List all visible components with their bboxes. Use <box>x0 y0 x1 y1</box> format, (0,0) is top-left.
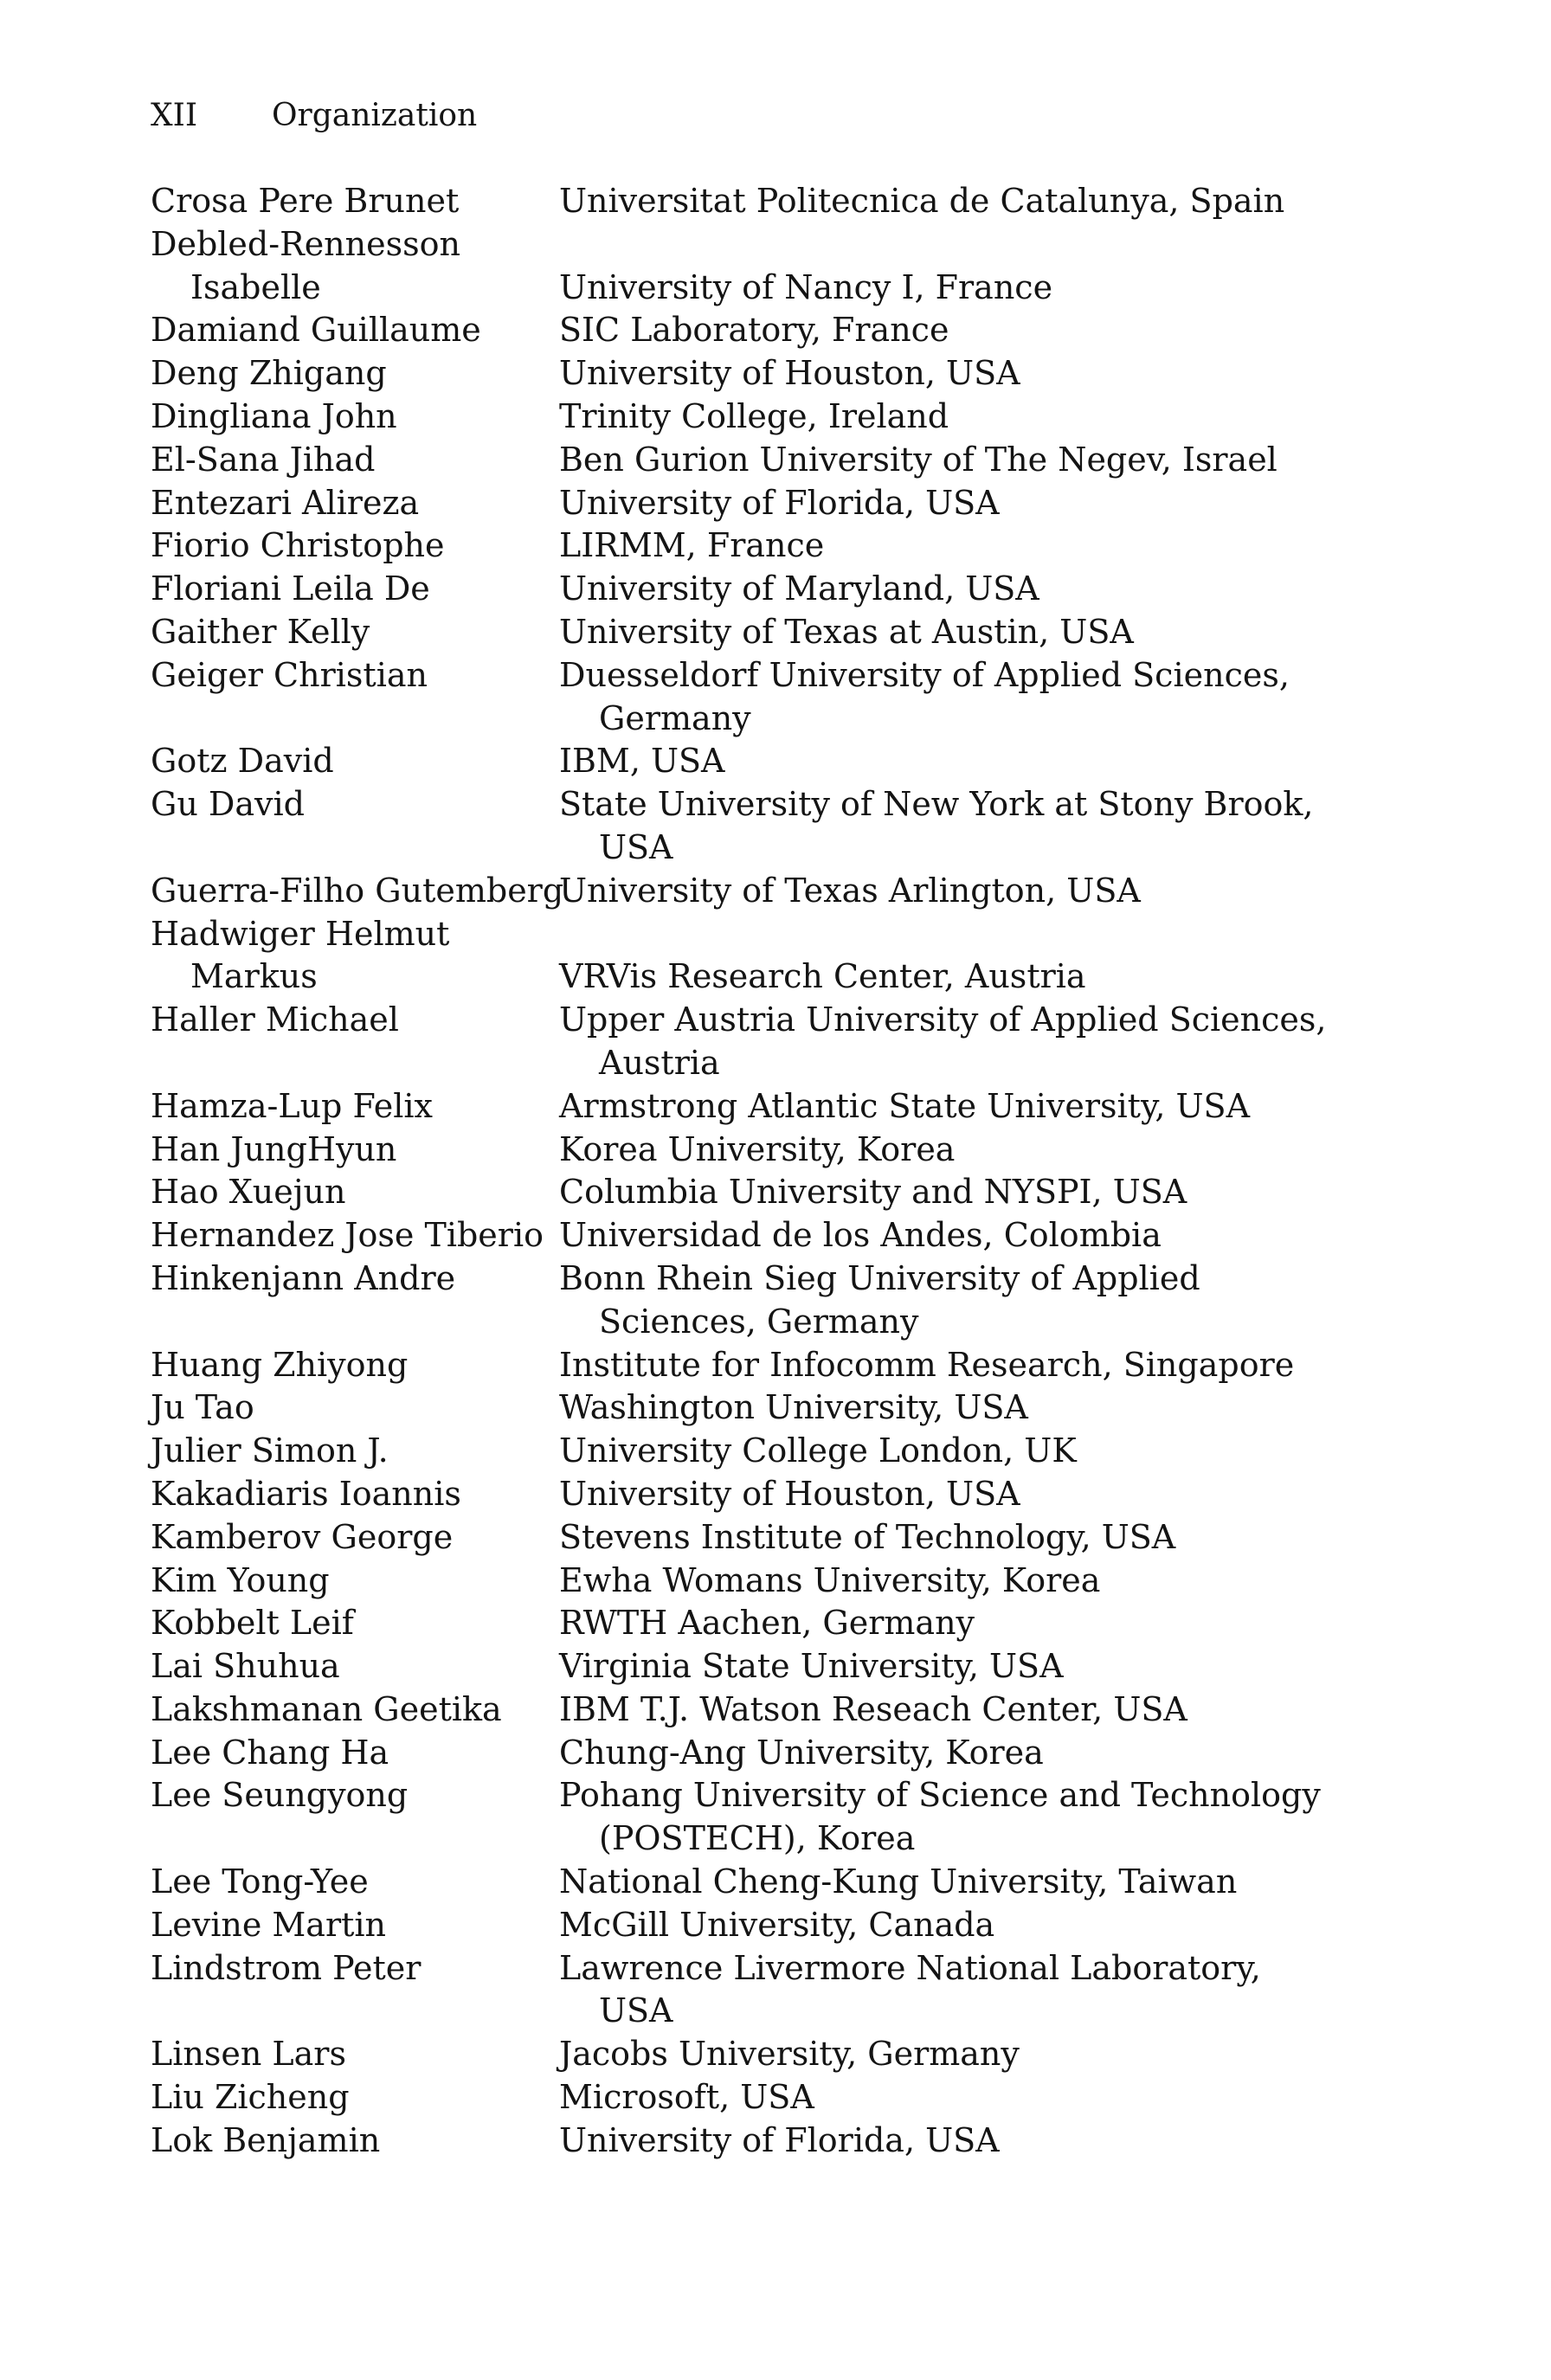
member-name-line: Dingliana John <box>151 396 397 435</box>
member-name-line: Damiand Guillaume <box>151 311 481 350</box>
member-affiliation-line <box>559 223 1362 267</box>
member-name-line: Crosa Pere Brunet <box>151 182 460 220</box>
member-affiliation <box>559 568 1362 611</box>
member-name-line: Debled-Rennesson <box>151 224 460 263</box>
member-name <box>151 1689 559 1732</box>
member-row <box>151 309 1362 352</box>
member-affiliation-line: Stevens Institute of Technology, USA <box>559 1517 1176 1556</box>
member-affiliation-line: Korea University, Korea <box>559 1129 956 1168</box>
member-name <box>151 482 559 525</box>
member-affiliation <box>559 1344 1362 1387</box>
member-row <box>151 1473 1362 1516</box>
member-affiliation-line: Bonn Rhein Sieg University of Applied <box>559 1258 1200 1297</box>
member-name <box>151 1473 559 1516</box>
member-affiliation <box>559 1732 1362 1775</box>
member-row <box>151 180 1362 223</box>
member-row <box>151 396 1362 439</box>
member-affiliation <box>559 1602 1362 1645</box>
member-affiliation-line: Columbia University and NYSPI, USA <box>559 1173 1187 1212</box>
member-affiliation <box>559 524 1362 568</box>
member-row <box>151 524 1362 568</box>
member-affiliation-line: Ben Gurion University of The Negev, Israel <box>559 440 1277 479</box>
member-name-line: Fiorio Christophe <box>151 526 445 565</box>
member-affiliation-line: University of Florida, USA <box>559 2120 1000 2159</box>
member-row <box>151 1861 1362 1904</box>
member-name-line: Lai Shuhua <box>151 1647 340 1686</box>
member-affiliation <box>559 1516 1362 1560</box>
member-name <box>151 2033 559 2076</box>
member-name-line: Gotz David <box>151 742 334 781</box>
member-affiliation-line: Upper Austria University of Applied Sciences, <box>559 1000 1327 1039</box>
member-row <box>151 913 1362 1000</box>
member-name-line: Levine Martin <box>151 1905 387 1944</box>
member-affiliation-line: Germany <box>599 698 751 737</box>
member-name-line: Lee Chang Ha <box>151 1733 389 1772</box>
member-name-line: Haller Michael <box>151 1000 399 1039</box>
member-affiliation <box>559 1085 1362 1129</box>
member-row <box>151 1214 1362 1258</box>
member-name <box>151 2119 559 2163</box>
member-name <box>151 1947 559 2034</box>
member-row <box>151 1344 1362 1387</box>
member-name <box>151 309 559 352</box>
member-affiliation <box>559 439 1362 482</box>
member-affiliation-line: McGill University, Canada <box>559 1905 995 1944</box>
member-row <box>151 1732 1362 1775</box>
member-name <box>151 1861 559 1904</box>
member-affiliation <box>559 1904 1362 1947</box>
member-affiliation-line: Sciences, Germany <box>599 1302 919 1341</box>
member-name <box>151 611 559 654</box>
member-affiliation-line: IBM T.J. Watson Reseach Center, USA <box>559 1689 1187 1728</box>
member-affiliation <box>559 2076 1362 2119</box>
member-name <box>151 524 559 568</box>
member-name-line: Entezari Alireza <box>151 483 420 522</box>
member-affiliation <box>559 1214 1362 1258</box>
member-name-line: Hao Xuejun <box>151 1173 346 1212</box>
member-name-line: Lindstrom Peter <box>151 1948 422 1987</box>
member-affiliation <box>559 2033 1362 2076</box>
member-affiliation <box>559 1774 1362 1861</box>
member-name-line: Kobbelt Leif <box>151 1604 354 1643</box>
member-name <box>151 439 559 482</box>
member-affiliation-line: USA <box>599 1991 673 2030</box>
member-name <box>151 1602 559 1645</box>
member-row <box>151 611 1362 654</box>
member-row <box>151 2119 1362 2163</box>
member-affiliation <box>559 999 1362 1085</box>
member-row <box>151 783 1362 870</box>
member-name <box>151 1904 559 1947</box>
member-name <box>151 1129 559 1172</box>
member-name-line: Markus <box>190 957 318 996</box>
member-name-line: Linsen Lars <box>151 2035 346 2074</box>
member-name <box>151 1430 559 1473</box>
member-name-line: Han JungHyun <box>151 1129 397 1168</box>
member-row <box>151 1430 1362 1473</box>
member-affiliation-line: Ewha Womans University, Korea <box>559 1560 1101 1599</box>
member-name-line: Guerra-Filho Gutemberg <box>151 871 564 910</box>
member-affiliation <box>559 1947 1362 2034</box>
member-affiliation-line: Jacobs University, Germany <box>559 2035 1020 2074</box>
member-affiliation-line: RWTH Aachen, Germany <box>559 1604 975 1643</box>
member-affiliation <box>559 482 1362 525</box>
member-name-line: Deng Zhigang <box>151 354 387 393</box>
member-row <box>151 740 1362 783</box>
member-name-line: Gaither Kelly <box>151 612 370 651</box>
member-name-line: Floriani Leila De <box>151 569 430 608</box>
member-affiliation <box>559 1861 1362 1904</box>
member-name <box>151 913 559 1000</box>
member-name-line: Gu David <box>151 785 305 824</box>
page-number: XII <box>151 98 198 133</box>
member-affiliation-line: LIRMM, France <box>559 526 825 565</box>
member-name-line: Huang Zhiyong <box>151 1345 409 1384</box>
member-affiliation-line: Universidad de los Andes, Colombia <box>559 1216 1162 1255</box>
committee-member-list <box>151 180 1362 2163</box>
member-name-line: El-Sana Jihad <box>151 440 376 479</box>
member-name-line: Hadwiger Helmut <box>151 914 450 953</box>
member-row <box>151 1386 1362 1430</box>
member-affiliation-line: IBM, USA <box>559 742 725 781</box>
member-affiliation <box>559 1560 1362 1603</box>
member-name <box>151 1214 559 1258</box>
member-affiliation <box>559 1689 1362 1732</box>
member-affiliation-line: University of Houston, USA <box>559 354 1020 393</box>
member-name-line: Hamza-Lup Felix <box>151 1086 433 1125</box>
member-affiliation-line: Armstrong Atlantic State University, USA <box>559 1086 1251 1125</box>
member-affiliation-line: Trinity College, Ireland <box>559 396 949 435</box>
member-affiliation-line: State University of New York at Stony Brook, <box>559 785 1314 824</box>
member-affiliation-line: SIC Laboratory, France <box>559 311 949 350</box>
member-name <box>151 1560 559 1603</box>
member-affiliation-line: University of Maryland, USA <box>559 569 1039 608</box>
member-affiliation-line: University of Houston, USA <box>559 1474 1020 1513</box>
member-name <box>151 352 559 396</box>
member-affiliation <box>559 913 1362 1000</box>
member-affiliation <box>559 611 1362 654</box>
member-name <box>151 1344 559 1387</box>
member-name-line: Julier Simon J. <box>151 1431 389 1470</box>
member-row <box>151 439 1362 482</box>
member-name <box>151 180 559 223</box>
member-name <box>151 654 559 741</box>
member-row <box>151 2076 1362 2119</box>
member-affiliation <box>559 1171 1362 1214</box>
member-affiliation-line: Pohang University of Science and Technology <box>559 1776 1321 1815</box>
member-name <box>151 870 564 913</box>
member-row <box>151 1904 1362 1947</box>
member-affiliation <box>559 1258 1362 1344</box>
member-row <box>151 1602 1362 1645</box>
member-name <box>151 568 559 611</box>
member-affiliation <box>559 654 1362 741</box>
member-name <box>151 1258 559 1344</box>
member-name-line: Geiger Christian <box>151 655 428 694</box>
member-affiliation-line: Virginia State University, USA <box>559 1647 1064 1686</box>
member-affiliation-line: University of Nancy I, France <box>559 267 1053 306</box>
running-head <box>151 97 477 135</box>
member-affiliation-line: Institute for Infocomm Research, Singapore <box>559 1345 1295 1384</box>
member-affiliation <box>559 783 1362 870</box>
member-affiliation-line: Duesseldorf University of Applied Sciences, <box>559 655 1290 694</box>
member-affiliation-line: VRVis Research Center, Austria <box>559 957 1086 996</box>
section-title: Organization <box>272 98 478 133</box>
member-affiliation-line: University of Florida, USA <box>559 483 1000 522</box>
member-affiliation <box>559 352 1362 396</box>
member-name-line: Hinkenjann Andre <box>151 1258 456 1297</box>
member-row <box>151 1947 1362 2034</box>
member-affiliation-line: Universitat Politecnica de Catalunya, Spain <box>559 182 1285 220</box>
member-row <box>151 1171 1362 1214</box>
member-affiliation-line: (POSTECH), Korea <box>599 1819 916 1858</box>
member-name-line: Isabelle <box>190 267 321 306</box>
member-name-line: Kakadiaris Ioannis <box>151 1474 461 1513</box>
member-row <box>151 352 1362 396</box>
member-affiliation <box>559 2119 1362 2163</box>
member-row <box>151 568 1362 611</box>
member-affiliation-line: National Cheng-Kung University, Taiwan <box>559 1862 1238 1901</box>
member-name <box>151 740 559 783</box>
member-name-line: Lee Tong-Yee <box>151 1862 369 1901</box>
member-affiliation <box>559 223 1362 310</box>
member-row <box>151 482 1362 525</box>
member-affiliation <box>559 740 1362 783</box>
member-affiliation <box>559 1645 1362 1689</box>
member-name-line: Kim Young <box>151 1560 330 1599</box>
member-row <box>151 1085 1362 1129</box>
member-row <box>151 223 1362 310</box>
member-name <box>151 999 559 1085</box>
member-name <box>151 2076 559 2119</box>
member-affiliation-line <box>559 913 1362 956</box>
member-row <box>151 1560 1362 1603</box>
member-affiliation <box>559 870 1362 913</box>
member-row <box>151 2033 1362 2076</box>
member-affiliation <box>559 309 1362 352</box>
member-name <box>151 1774 559 1861</box>
member-name-line: Lakshmanan Geetika <box>151 1689 502 1728</box>
member-affiliation <box>559 1129 1362 1172</box>
member-affiliation-line: University of Texas Arlington, USA <box>559 871 1141 910</box>
member-affiliation-line: Chung-Ang University, Korea <box>559 1733 1044 1772</box>
member-name-line: Liu Zicheng <box>151 2078 350 2117</box>
member-row <box>151 1516 1362 1560</box>
member-affiliation <box>559 396 1362 439</box>
member-name <box>151 1516 559 1560</box>
member-row <box>151 1774 1362 1861</box>
member-row <box>151 1645 1362 1689</box>
member-name-line: Lee Seungyong <box>151 1776 409 1815</box>
member-name-line: Lok Benjamin <box>151 2120 381 2159</box>
member-affiliation <box>559 1473 1362 1516</box>
member-name <box>151 396 559 439</box>
member-name-line: Kamberov George <box>151 1517 454 1556</box>
member-name <box>151 1732 559 1775</box>
member-affiliation-line: Austria <box>599 1043 720 1082</box>
member-row <box>151 870 1362 913</box>
member-row <box>151 999 1362 1085</box>
member-affiliation <box>559 180 1362 223</box>
member-row <box>151 1689 1362 1732</box>
member-name <box>151 1171 559 1214</box>
member-affiliation <box>559 1386 1362 1430</box>
member-affiliation-line: University College London, UK <box>559 1431 1077 1470</box>
member-name <box>151 783 559 870</box>
member-affiliation-line: University of Texas at Austin, USA <box>559 612 1134 651</box>
member-name <box>151 223 559 310</box>
member-name-line: Ju Tao <box>151 1388 254 1427</box>
member-name <box>151 1645 559 1689</box>
member-affiliation-line: Lawrence Livermore National Laboratory, <box>559 1948 1261 1987</box>
member-name <box>151 1085 559 1129</box>
member-row <box>151 1129 1362 1172</box>
member-row <box>151 1258 1362 1344</box>
member-name-line: Hernandez Jose Tiberio <box>151 1216 544 1255</box>
member-affiliation <box>559 1430 1362 1473</box>
member-name <box>151 1386 559 1430</box>
member-affiliation-line: USA <box>599 827 673 866</box>
member-affiliation-line: Washington University, USA <box>559 1388 1028 1427</box>
member-row <box>151 654 1362 741</box>
member-affiliation-line: Microsoft, USA <box>559 2078 814 2117</box>
